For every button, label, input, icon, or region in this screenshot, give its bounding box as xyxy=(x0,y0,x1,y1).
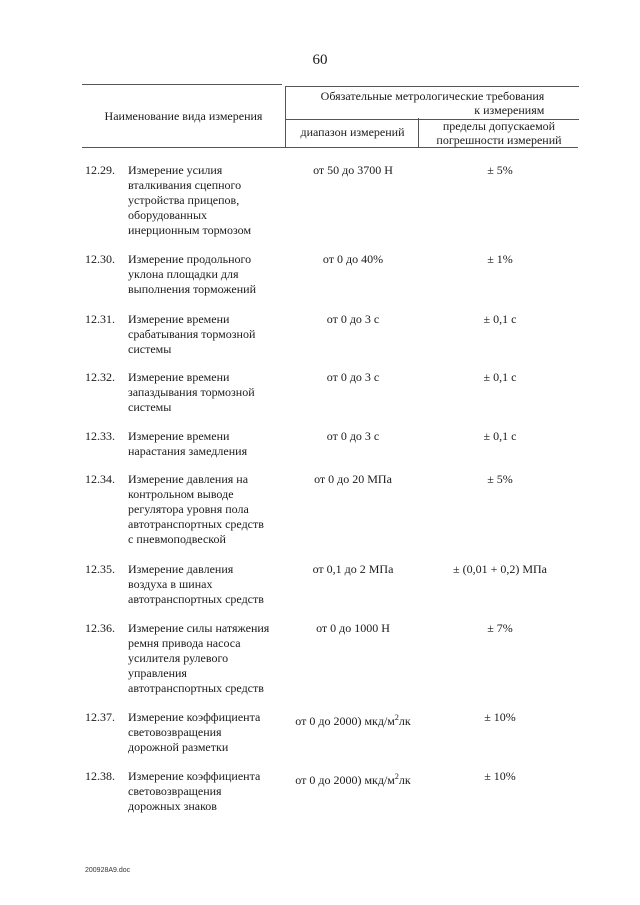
row-name-line: управления xyxy=(128,666,187,680)
row-error: ± 7% xyxy=(487,621,513,635)
row-range: от 0 до 3 с xyxy=(326,312,380,326)
row-number: 12.33. xyxy=(85,429,115,443)
column-header-range: диапазон измерений xyxy=(285,118,419,147)
row-measurement-name xyxy=(128,710,288,755)
row-number: 12.38. xyxy=(85,769,115,783)
row-name-line: усилителя рулевого xyxy=(128,651,229,665)
row-name-line: системы xyxy=(128,342,172,356)
row-measurement-name xyxy=(128,769,288,814)
row-name-line: запаздывания тормозной xyxy=(128,385,255,399)
row-error: ± 10% xyxy=(484,769,516,783)
page-number: 60 xyxy=(312,52,328,68)
row-name-line: Измерение коэффициента xyxy=(128,769,261,783)
row-error: ± 1% xyxy=(487,252,513,266)
row-name-line: Измерение коэффициента xyxy=(128,710,261,724)
row-name-line: уклона площадки для xyxy=(128,267,239,281)
column-group-header xyxy=(285,86,579,120)
row-number: 12.29. xyxy=(85,163,115,177)
row-measurement-name xyxy=(128,562,288,607)
row-name-line: устройства прицепов, xyxy=(128,193,240,207)
row-error: ± 0,1 с xyxy=(483,370,517,384)
row-range: от 0 до 1000 Н xyxy=(316,621,390,635)
row-name-line: контрольном выводе xyxy=(128,487,234,501)
row-number: 12.37. xyxy=(85,710,115,724)
row-name-line: Измерение давления xyxy=(128,562,234,576)
row-name-line: автотранспортных средств xyxy=(128,592,264,606)
row-measurement-name xyxy=(128,429,288,459)
row-number: 12.32. xyxy=(85,370,115,384)
row-name-line: световозвращения xyxy=(128,725,222,739)
column-header-name: Наименование вида измерения xyxy=(104,109,263,123)
column-group-header-line1: Обязательные метрологические требования xyxy=(320,89,545,103)
row-error: ± 0,1 с xyxy=(483,312,517,326)
row-name-line: дорожных знаков xyxy=(128,799,217,813)
column-group-header-line2: к измерениям xyxy=(474,103,545,117)
row-name-line: автотранспортных средств xyxy=(128,681,264,695)
header-top-rule xyxy=(82,84,282,85)
row-name-line: световозвращения xyxy=(128,784,222,798)
row-number: 12.35. xyxy=(85,562,115,576)
row-name-line: Измерение продольного xyxy=(128,252,252,266)
row-range-superscript: 2 xyxy=(394,772,399,781)
row-range-superscript: 2 xyxy=(394,713,399,722)
row-name-line: регулятора уровня пола xyxy=(128,502,249,516)
row-name-line: системы xyxy=(128,400,172,414)
row-range-text: от 0 до 2000) мкд/м xyxy=(295,773,395,787)
row-measurement-name xyxy=(128,370,288,415)
row-name-line: Измерение времени xyxy=(128,429,230,443)
row-name-line: Измерение времени xyxy=(128,312,230,326)
row-name-line: Измерение времени xyxy=(128,370,230,384)
row-error: ± 0,1 с xyxy=(483,429,517,443)
row-range: от 0 до 40% xyxy=(322,252,384,266)
row-name-line: Измерение усилия xyxy=(128,163,223,177)
row-name-line: Измерение силы натяжения xyxy=(128,621,270,635)
row-name-line: дорожной разметки xyxy=(128,740,229,754)
footer-filename: 200928A9.doc xyxy=(85,867,131,874)
table-header xyxy=(82,86,578,147)
row-range-unit: лк xyxy=(398,773,411,787)
row-measurement-name xyxy=(128,472,288,547)
row-measurement-name xyxy=(128,621,288,696)
row-name-line: с пневмоподвеской xyxy=(128,532,226,546)
row-name-line: оборудованных xyxy=(128,208,208,222)
row-name-line: воздуха в шинах xyxy=(128,577,213,591)
row-measurement-name xyxy=(128,252,288,297)
row-range: от 0 до 20 МПа xyxy=(314,472,392,486)
row-name-line: нарастания замедления xyxy=(128,444,248,458)
row-error: ± 10% xyxy=(484,710,516,724)
row-measurement-name xyxy=(128,163,288,238)
row-number: 12.30. xyxy=(85,252,115,266)
row-error: ± (0,01 + 0,2) МПа xyxy=(452,562,547,576)
row-range-unit: лк xyxy=(398,714,411,728)
row-name-line: вталкивания сцепного xyxy=(128,178,242,192)
row-range xyxy=(286,769,420,788)
row-range: от 0,1 до 2 МПа xyxy=(312,562,394,576)
row-name-line: Измерение давления на xyxy=(128,472,249,486)
row-measurement-name xyxy=(128,312,288,357)
row-range: от 0 до 3 с xyxy=(326,429,380,443)
row-number: 12.36. xyxy=(85,621,115,635)
header-bottom-rule xyxy=(82,147,578,148)
row-name-line: инерционным тормозом xyxy=(128,223,252,237)
row-error: ± 5% xyxy=(487,472,513,486)
row-range xyxy=(286,710,420,729)
row-range: от 0 до 3 с xyxy=(326,370,380,384)
row-name-line: выполнения торможений xyxy=(128,282,257,296)
column-header-error xyxy=(418,118,579,147)
row-name-line: ремня привода насоса xyxy=(128,636,241,650)
row-number: 12.31. xyxy=(85,312,115,326)
row-name-line: срабатывания тормозной xyxy=(128,327,256,341)
column-header-error-line1: пределы допускаемой xyxy=(442,118,556,133)
row-number: 12.34. xyxy=(85,472,115,486)
row-range-text: от 0 до 2000) мкд/м xyxy=(295,714,395,728)
row-error: ± 5% xyxy=(487,163,513,177)
column-header-error-line2: погрешности измерений xyxy=(436,132,562,147)
row-range: от 50 до 3700 Н xyxy=(313,163,393,177)
row-name-line: автотранспортных средств xyxy=(128,517,264,531)
